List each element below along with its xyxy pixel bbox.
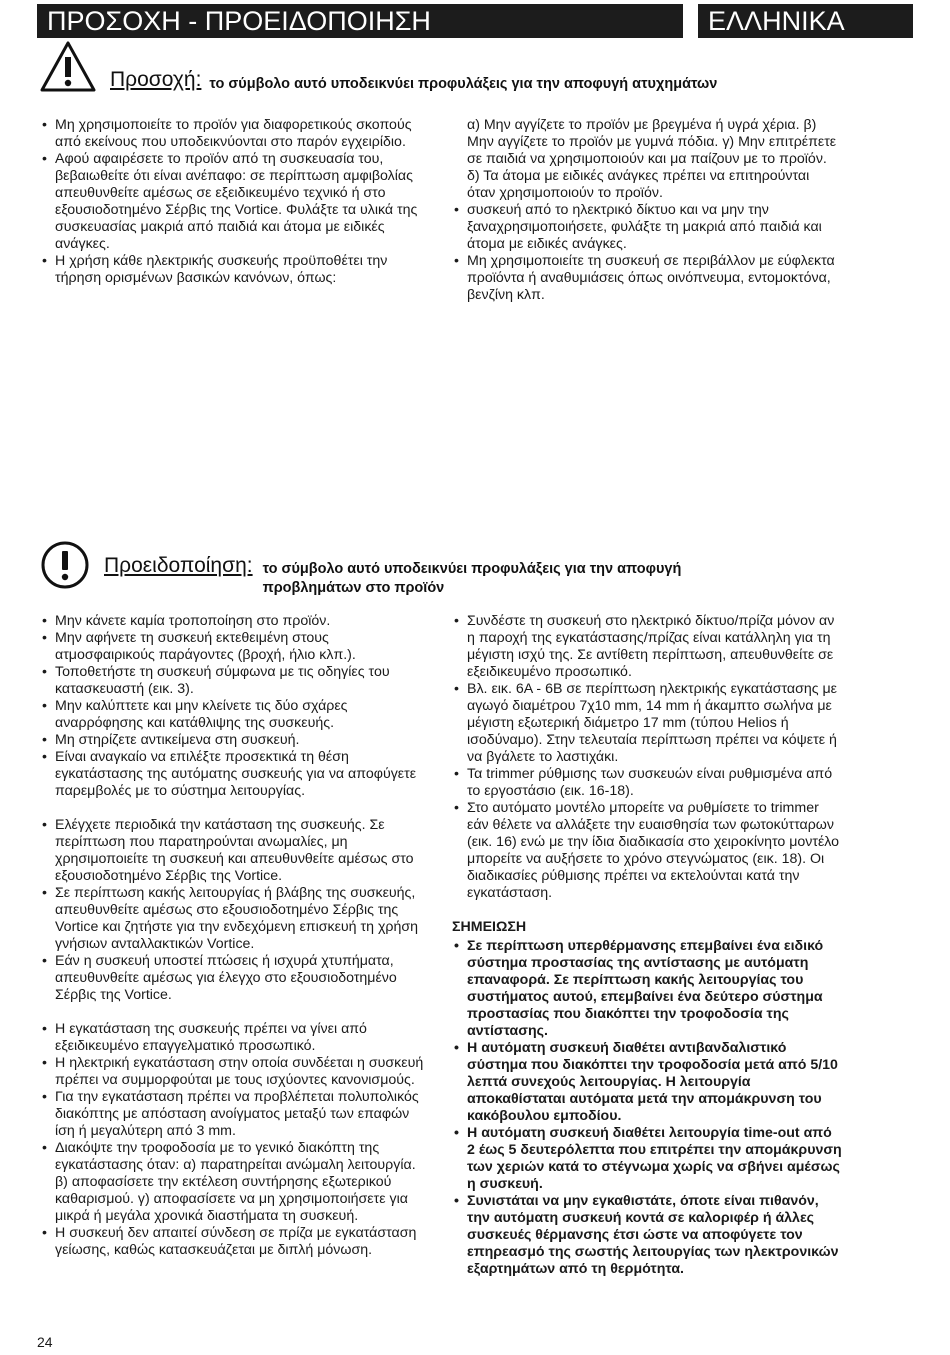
list-item: • Βλ. εικ. 6A - 6B σε περίπτωση ηλεκτρικής εγκατάστασης με αγωγό διαμέτρου 7χ10 mm, 14 mm ή άκαμπτο σωλήνα με μέγιστη εξωτερική διάμετρο 17 mm (τύπου Helios ή ισοδύναμο). Στην τελευταία περίπτωση πρέπει να κόψετε ή να βγάλετε το λαστιχάκι.: [452, 681, 842, 766]
list-item: • Αφού αφαιρέσετε το προϊόν από τη συσκευασία του, βεβαιωθείτε ότι είναι ανέπαφο: σε περίπτωση αμφιβολίας απευθυνθείτε αμέσως σε εξειδικευμένο τεχνικό ή στο εξουσιοδοτημένο Σέρβις της Vortice. Φυλάξτε τα υλικά της συσκευασίας μακριά από παιδιά και άτομα με ειδικές ανάγκες.: [40, 151, 430, 253]
warning-title: Προειδοποίηση:: [104, 554, 253, 577]
list-item: • Μη χρησιμοποιείτε το προϊόν για διαφορετικούς σκοπούς από εκείνους που υποδεικνύονται στο παρόν εγχειρίδιο.: [40, 117, 430, 151]
list-item: • Τα trimmer ρύθμισης των συσκευών είναι ρυθμισμένα από το εργοστάσιο (εικ. 16-18).: [452, 766, 842, 800]
list-item: • Η συσκευή δεν απαιτεί σύνδεση σε πρίζα με εγκατάσταση γείωσης, καθώς κατασκευάζεται με διπλή μόνωση.: [40, 1225, 432, 1259]
language-label: ΕΛΛΗΝΙΚΑ: [698, 4, 913, 38]
list-item: • Διακόψτε την τροφοδοσία με το γενικό διακόπτη της εγκατάστασης όταν: α) παρατηρείται ανώμαλη λειτουργία. β) αποφασίσετε την εκτέλεση συντήρησης εξωτερικού καθαρισμού. γ) αποφασίσετε να μη χρησιμοποιήσετε για μικρά ή μεγάλα χρονικά διαστήματα τη συσκευή.: [40, 1140, 432, 1225]
note-item: • Η αυτόματη συσκευή διαθέτει λειτουργία time-out από 2 έως 5 δευτερόλεπτα που επιτρέπει την απομάκρυνση των χεριών κατά το στέγνωμα χωρίς να σβήνει αμέσως η συσκευή.: [452, 1125, 842, 1193]
list-item: • Μη χρησιμοποιείτε τη συσκευή σε περιβάλλον με εύφλεκτα προϊόντα ή αναθυμιάσεις όπως οινόπνευμα, εντομοκτόνα, βενζίνη κλπ.: [452, 253, 837, 304]
list-item: • Στο αυτόματο μοντέλο μπορείτε να ρυθμίσετε το trimmer εάν θέλετε να αλλάξετε την ευαισθησία των φωτοκύτταρων (εικ. 16) ενώ με την ίδια διαδικασία στο χειροκίνητο μοντέλο μπορείτε να αυξήσετε το χρόνο στεγνώματος (εικ. 18). Οι διαδικασίες ρύθμισης πρέπει να εκτελούνται κατά την εγκατάσταση.: [452, 800, 842, 902]
list-item: • Μη στηρίζετε αντικείμενα στη συσκευή.: [40, 732, 432, 749]
list-item: • συσκευή από το ηλεκτρικό δίκτυο και να μην την ξαναχρησιμοποιήσετε, φυλάξτε τη μακριά από παιδιά και άτομα με ειδικές ανάγκες.: [452, 202, 837, 253]
list-item: • Σε περίπτωση κακής λειτουργίας ή βλάβης της συσκευής, απευθυνθείτε αμέσως στο εξουσιοδοτημένο Σέρβις της Vortice και ζητήστε για την ενδεχόμενη επισκευή τη χρήση γνήσιων ανταλλακτικών Vortice.: [40, 885, 432, 953]
caution-heading: [40, 40, 717, 92]
note-item: • Η αυτόματη συσκευή διαθέτει αντιβανδαλιστικό σύστημα που διακόπτει την τροφοδοσία μετά από 5/10 λεπτά συνεχούς λειτουργίας. Η λειτουργία αποκαθίσταται αυτόματα μετά την απομάκρυνση του κακόβουλου εμποδίου.: [452, 1040, 842, 1125]
warning-triangle-icon: [40, 40, 96, 92]
warning-right-column: [452, 613, 842, 1278]
list-item: • Τοποθετήστε τη συσκευή σύμφωνα με τις οδηγίες του κατασκευαστή (εικ. 3).: [40, 664, 432, 698]
caution-left-column: [40, 117, 430, 287]
note-item: • Συνιστάται να μην εγκαθιστάτε, όποτε είναι πιθανόν, την αυτόματη συσκευή κοντά σε καλοριφέρ ή άλλες συσκευές θέρμανσης έτσι ώστε να αποφύγετε τον επηρεασμό της σωστής λειτουργίας των ηλεκτρονικών εξαρτημάτων από τη θερμότητα.: [452, 1193, 842, 1278]
caution-title: Προσοχή:: [110, 68, 202, 91]
warning-heading: [40, 540, 681, 598]
list-item: • Μην αφήνετε τη συσκευή εκτεθειμένη στους ατμοσφαιρικούς παράγοντες (βροχή, ήλιο κλπ.).: [40, 630, 432, 664]
list-item: • Είναι αναγκαίο να επιλέξτε προσεκτικά τη θέση εγκατάστασης της αυτόματης συσκευής για να αποφύγετε παρεμβολές με το σύστημα λειτουργίας.: [40, 749, 432, 800]
list-item: • Η χρήση κάθε ηλεκτρικής συσκευής προϋποθέτει την τήρηση ορισμένων βασικών κανόνων, όπως:: [40, 253, 430, 287]
note-item: • Σε περίπτωση υπερθέρμανσης επεμβαίνει ένα ειδικό σύστημα προστασίας της αντίστασης με αυτόματη επαναφορά. Σε περίπτωση κακής λειτουργίας του συστήματος αυτού, επεμβαίνει ένα δεύτερο σύστημα προστασίας που διακόπτει την τροφοδοσία της αντίστασης.: [452, 938, 842, 1040]
warning-subtitle-line-2: προβλημάτων στο προϊόν: [262, 580, 445, 596]
caution-subtitle: το σύμβολο αυτό υποδεικνύει προφυλάξεις για την αποφυγή ατυχημάτων: [209, 76, 718, 92]
list-item: • Εάν η συσκευή υποστεί πτώσεις ή ισχυρά χτυπήματα, απευθυνθείτε αμέσως για έλεγχο στο εξουσιοδοτημένο Σέρβις της Vortice.: [40, 953, 432, 1004]
list-item: • Μην καλύπτετε και μην κλείνετε τις δύο σχάρες αναρρόφησης και κατάθλιψης της συσκευής.: [40, 698, 432, 732]
list-item: • Συνδέστε τη συσκευή στο ηλεκτρικό δίκτυο/πρίζα μόνον αν η παροχή της εγκατάστασης/πρίζας είναι κατάλληλη για τη μέγιστη ισχύ της. Σε αντίθετη περίπτωση, απευθυνθείτε σε εξειδικευμένο προσωπικό.: [452, 613, 842, 681]
caution-right-column: [452, 117, 837, 304]
page-title: ΠΡΟΣΟΧΗ - ΠΡΟΕΙΔΟΠΟΙΗΣΗ: [37, 4, 683, 38]
list-item: • Η εγκατάσταση της συσκευής πρέπει να γίνει από εξειδικευμένο επαγγελματικό προσωπικό.: [40, 1021, 432, 1055]
warning-left-column: [40, 613, 432, 1259]
page-number: 24: [37, 1334, 53, 1350]
list-item: • Ελέγχετε περιοδικά την κατάσταση της συσκευής. Σε περίπτωση που παρατηρούνται ανωμαλίες, μη χρησιμοποιείτε τη συσκευή και απευθυνθείτε αμέσως στο εξουσιοδοτημένο Σέρβις της Vortice.: [40, 817, 432, 885]
list-item: • Για την εγκατάσταση πρέπει να προβλέπεται πολυπολικός διακόπτης με απόσταση ανοίγματος μεταξύ των επαφών ίση ή μεγαλύτερη από 3 mm.: [40, 1089, 432, 1140]
list-item-continuation: α) Μην αγγίζετε το προϊόν με βρεγμένα ή υγρά χέρια. β) Μην αγγίζετε το προϊόν με γυμνά πόδια. γ) Μην επιτρέπετε σε παιδιά να χρησιμοποιούν και μα παίζουν με το προϊόν. δ) Τα άτομα με ειδικές ανάγκες πρέπει να επιτηρούνται όταν χρησιμοποιούν το προϊόν.: [467, 117, 837, 201]
warning-subtitle-line-1: το σύμβολο αυτό υποδεικνύει προφυλάξεις για την αποφυγή: [262, 561, 682, 577]
note-title: ΣΗΜΕΙΩΣΗ: [452, 919, 527, 935]
exclamation-circle-icon: [40, 540, 90, 590]
list-item: • Η ηλεκτρική εγκατάσταση στην οποία συνδέεται η συσκευή πρέπει να συμμορφούται με τους ισχύοντες κανονισμούς.: [40, 1055, 432, 1089]
list-item: • Μην κάνετε καμία τροποποίηση στο προϊόν.: [40, 613, 432, 630]
